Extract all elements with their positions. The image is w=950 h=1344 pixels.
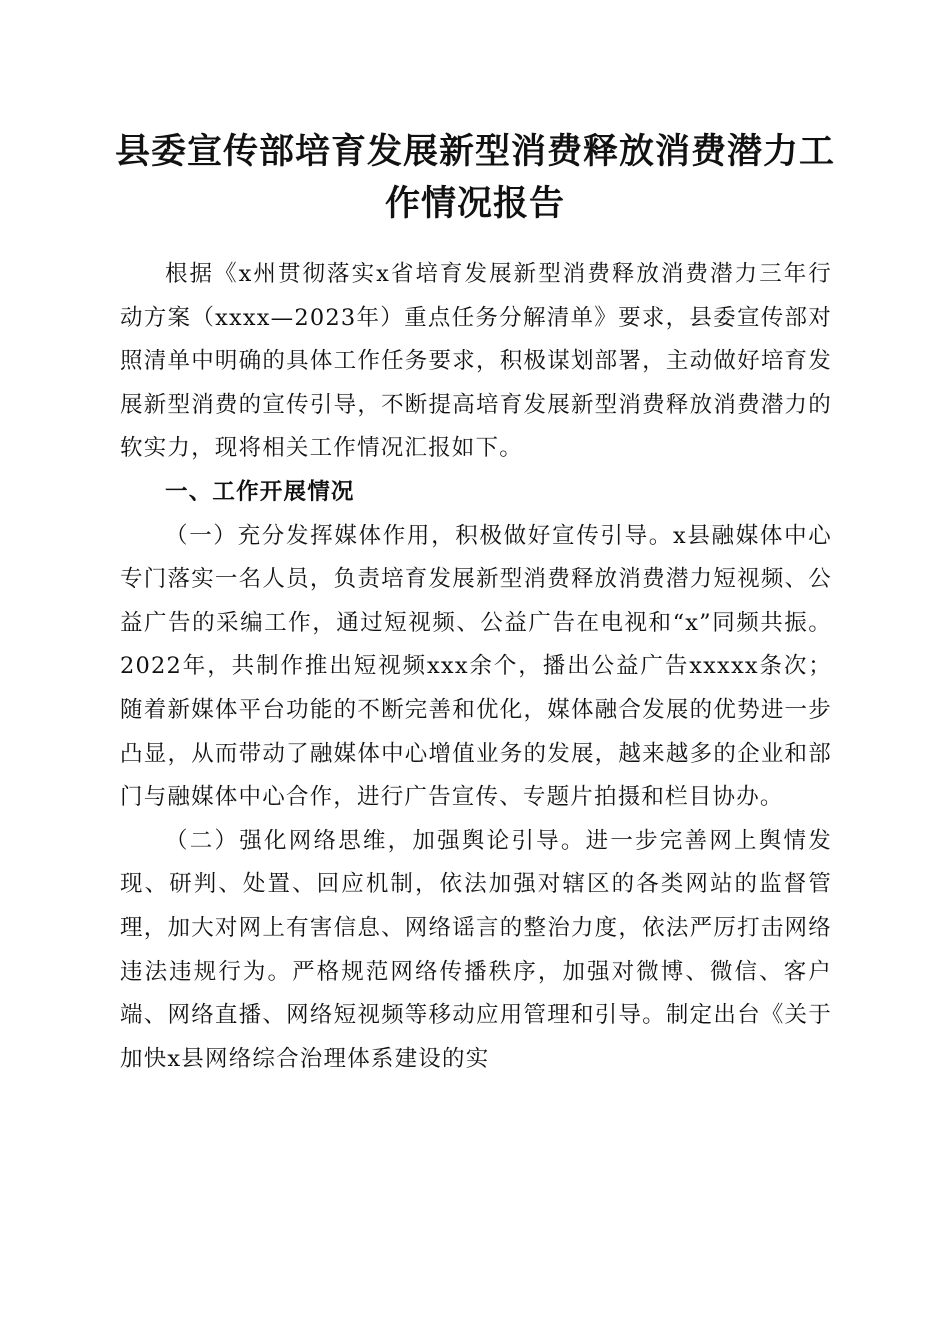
section-item-2 [120, 820, 832, 1082]
item-1-subheading: （一）充分发挥媒体作用，积极做好宣传引导。 [165, 522, 673, 549]
section-item-1 [120, 515, 832, 820]
item-2-subheading: （二）强化网络思维，加强舆论引导。 [165, 827, 586, 854]
item-2-text: 进一步完善网上舆情发现、研判、处置、回应机制，依法加强对辖区的各类网站的监督管理，加大对网上有害信息、网络谣言的整治力度，依法严厉打击网络违法违规行为。严格规范网络传播秩序，加强对微博、微信、客户端、网络直播、网络短视频等移动应用管理和引导。制定出台《关于加快x县网络综合治理体系建设的实 [120, 827, 832, 1072]
section-heading: 一、工作开展情况 [165, 478, 355, 505]
document-title: 县委宣传部培育发展新型消费释放消费潜力工作情况报告 [114, 132, 835, 224]
intro-paragraph: 根据《x州贯彻落实x省培育发展新型消费释放消费潜力三年行动方案（xxxx—2023年）重点任务分解清单》要求，县委宣传部对照清单中明确的具体工作任务要求，积极谋划部署，主动做好培育发展新型消费的宣传引导，不断提高培育发展新型消费释放消费潜力的软实力，现将相关工作情况汇报如下。 [120, 261, 832, 462]
item-1-text: x县融媒体中心专门落实一名人员，负责培育发展新型消费释放消费潜力短视频、公益广告的采编工作，通过短视频、公益广告在电视和“x”同频共振。2022年，共制作推出短视频xxx余个，播出公益广告xxxxx条次；随着新媒体平台功能的不断完善和优化，媒体融合发展的优势进一步凸显，从而带动了融媒体中心增值业务的发展，越来越多的企业和部门与融媒体中心合作，进行广告宣传、专题片拍摄和栏目协办。 [120, 522, 833, 811]
document-body [120, 253, 832, 1081]
